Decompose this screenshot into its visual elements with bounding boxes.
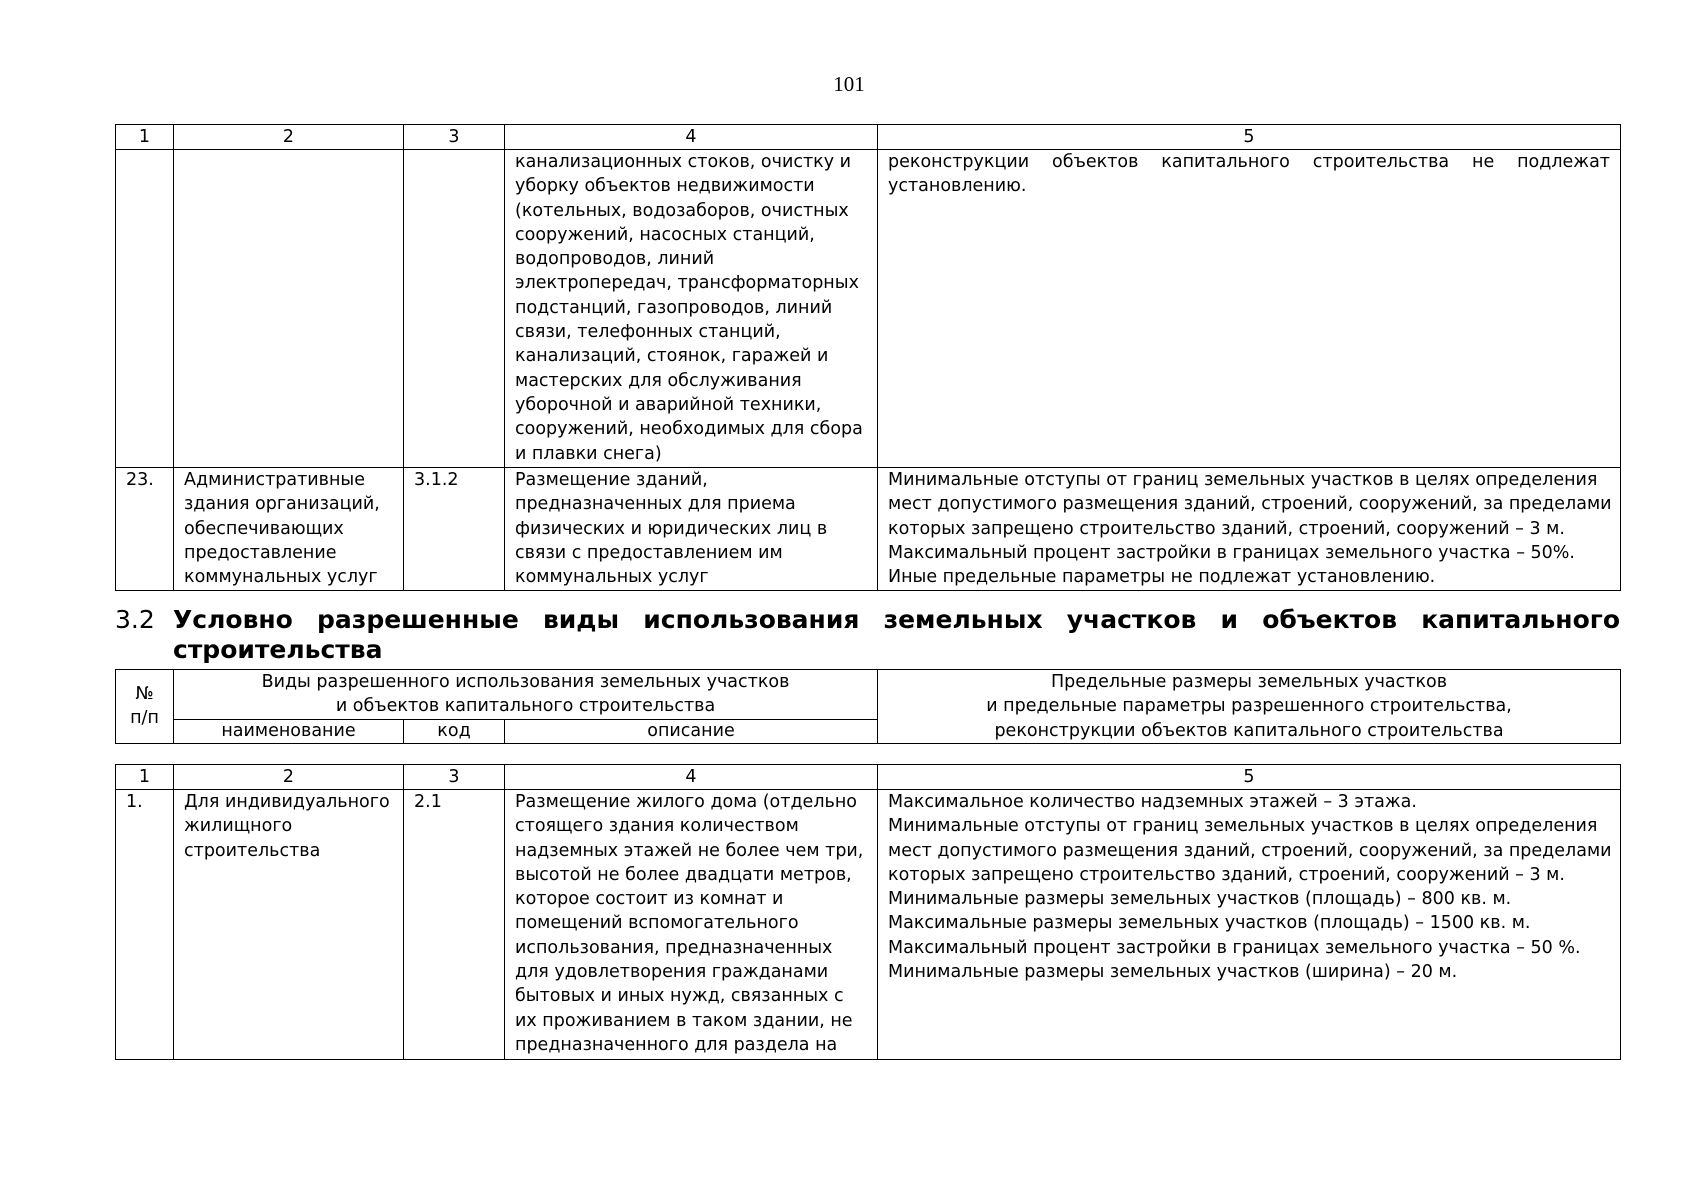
land-use-table <box>115 764 1621 1060</box>
use-code: 3.1.2 <box>404 468 505 591</box>
limit-parameters: Максимальное количество надземных этажей – 3 этажа. Минимальные отступы от границ земельных участков в целях определения мест допустимого размещения зданий, строений, сооружений, за пределами которых запрещено строительство зданий, строений, сооружений – 3 м. Минимальные размеры земельных участков (площадь) – 800 кв. м. Максимальные размеры земельных участков (площадь) – 1500 кв. м. Максимальный процент застройки в границах земельного участка – 50 %. Минимальные размеры земельных участков (ширина) – 20 м. <box>878 790 1621 1060</box>
column-number-cell: 5 <box>878 125 1621 150</box>
column-number-cell: 4 <box>505 125 878 150</box>
limit-parameters-label: Предельные размеры земельных участков и предельные параметры разрешенного строительства, реконструкции объектов капитального строительства <box>878 670 1621 744</box>
use-code <box>404 150 505 468</box>
name-column-label: наименование <box>174 720 404 744</box>
column-number-cell: 4 <box>505 765 878 790</box>
column-number-cell: 2 <box>174 765 404 790</box>
land-use-table-header <box>115 669 1621 744</box>
description-column-label: описание <box>505 720 878 744</box>
column-number-row <box>116 765 1621 790</box>
column-number-cell: 2 <box>174 125 404 150</box>
row-number: 1. <box>116 790 174 1060</box>
number-column-label: № п/п <box>116 670 174 744</box>
row-number <box>116 150 174 468</box>
use-description: Размещение жилого дома (отдельно стоящего здания количеством надземных этажей не более чем три, высотой не более двадцати метров, которое состоит из комнат и помещений вспомогательного использования, предназначенных для удовлетворения гражданами бытовых и иных нужд, связанных с их проживанием в таком здании, не предназначенного для раздела на <box>505 790 878 1060</box>
limit-parameters: Минимальные отступы от границ земельных участков в целях определения мест допустимого размещения зданий, строений, сооружений, за пределами которых запрещено строительство зданий, строений, сооружений – 3 м. Максимальный процент застройки в границах земельного участка – 50%. Иные предельные параметры не подлежат установлению. <box>878 468 1621 591</box>
code-column-label: код <box>404 720 505 744</box>
column-number-row <box>116 125 1621 150</box>
section-title: Условно разрешенные виды использования земельных участков и объектов капитального строительства <box>173 605 1620 664</box>
use-name: Для индивидуального жилищного строительства <box>174 790 404 1060</box>
column-number-cell: 3 <box>404 125 505 150</box>
column-number-cell: 1 <box>116 125 174 150</box>
table-row <box>116 468 1621 591</box>
column-number-cell: 3 <box>404 765 505 790</box>
page-number: 101 <box>833 72 865 96</box>
column-number-cell: 1 <box>116 765 174 790</box>
limit-parameters: реконструкции объектов капитального строительства не подлежат установлению. <box>878 150 1621 468</box>
land-use-table-continuation <box>115 124 1621 591</box>
use-name <box>174 150 404 468</box>
use-description: Размещение зданий, предназначенных для приема физических и юридических лиц в связи с предоставлением им коммунальных услуг <box>505 468 878 591</box>
column-number-cell: 5 <box>878 765 1621 790</box>
table-row <box>116 150 1621 468</box>
section-number: 3.2 <box>115 605 155 634</box>
use-name: Административные здания организаций, обеспечивающих предоставление коммунальных услуг <box>174 468 404 591</box>
use-description: канализационных стоков, очистку и уборку объектов недвижимости (котельных, водозаборов, очистных сооружений, насосных станций, водопроводов, линий электропередач, трансформаторных подстанций, газопроводов, линий связи, телефонных станций, канализаций, стоянок, гаражей и мастерских для обслуживания уборочной и аварийной техники, сооружений, необходимых для сбора и плавки снега) <box>505 150 878 468</box>
use-code: 2.1 <box>404 790 505 1060</box>
use-types-label: Виды разрешенного использования земельных участков и объектов капитального строительства <box>174 670 878 720</box>
section-heading <box>115 605 1620 665</box>
table-row <box>116 790 1621 1060</box>
row-number: 23. <box>116 468 174 591</box>
